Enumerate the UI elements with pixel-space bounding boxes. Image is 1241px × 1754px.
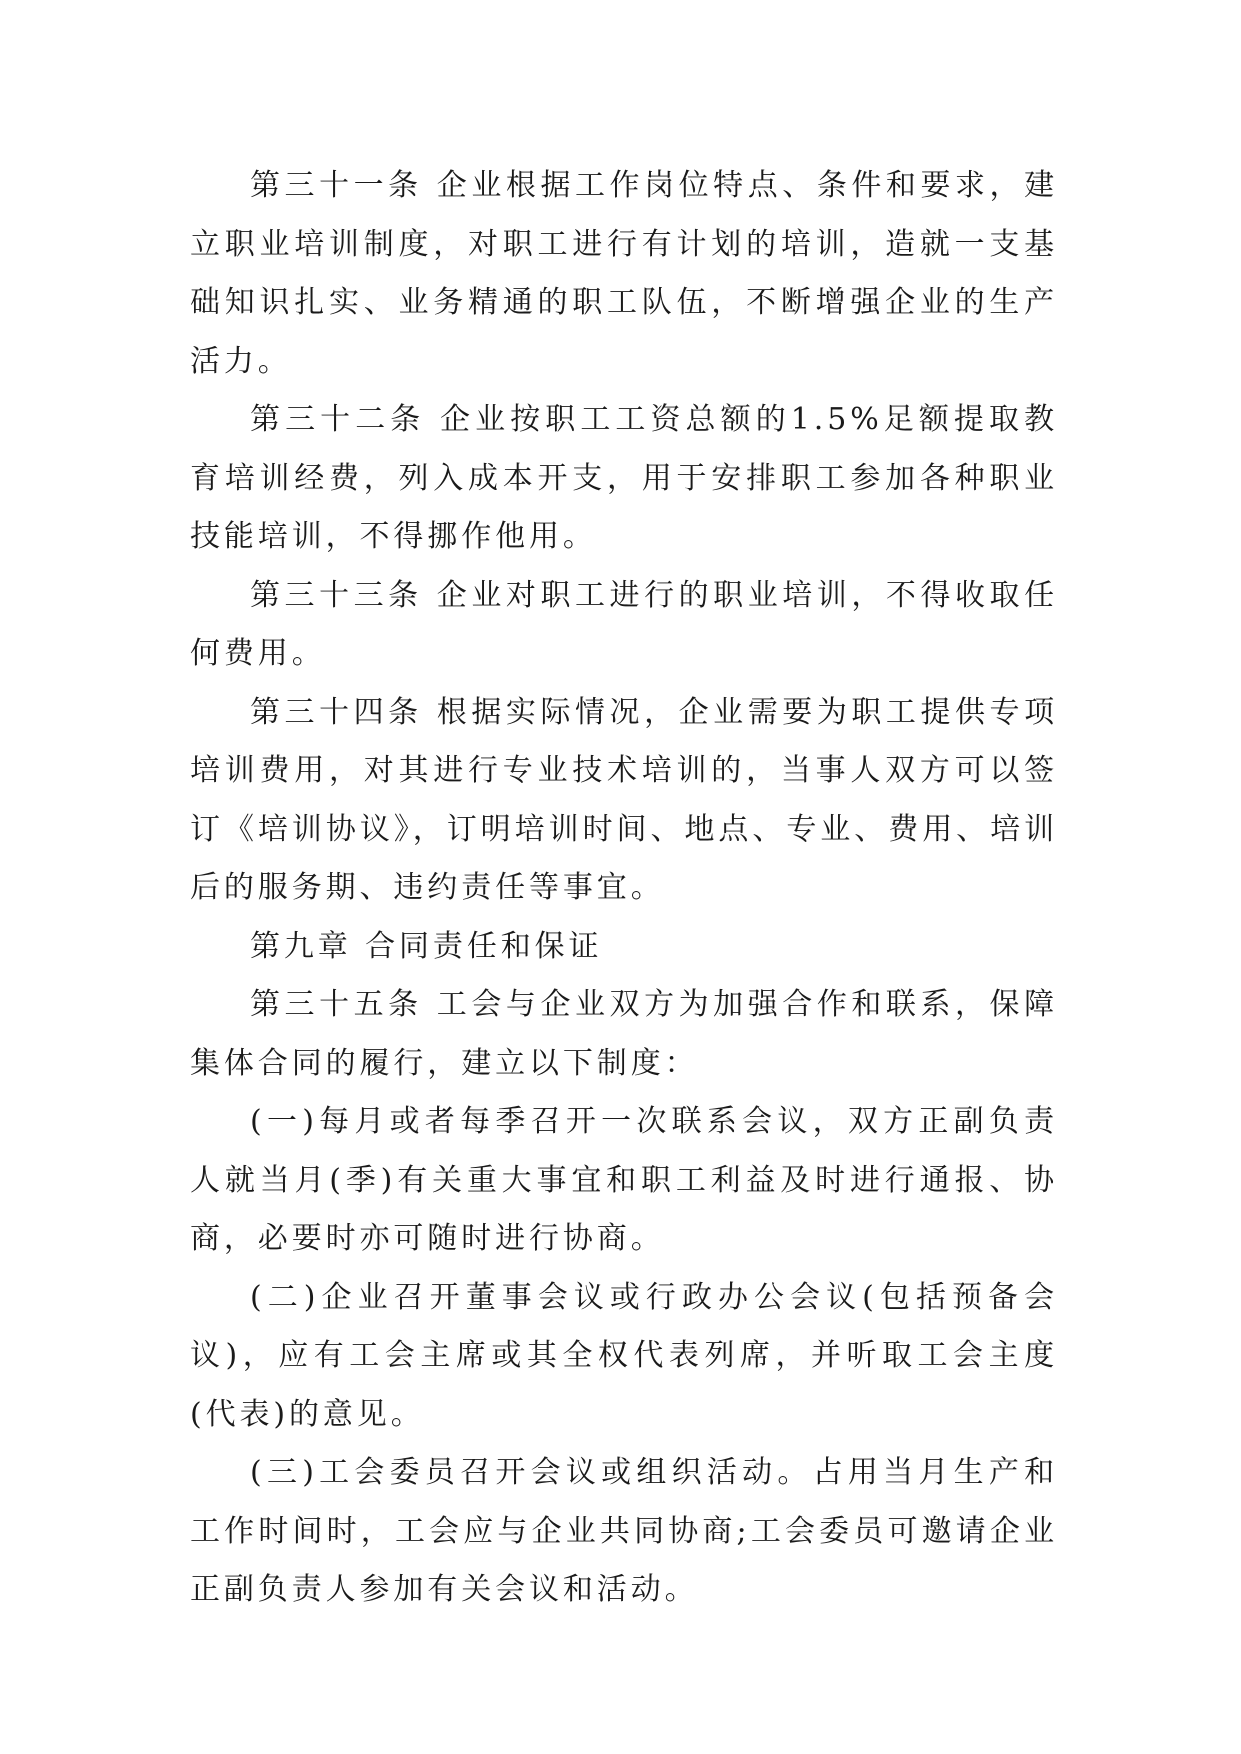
article-35-paragraph: 第三十五条 工会与企业双方为加强合作和联系，保障集体合同的履行，建立以下制度： bbox=[190, 987, 1058, 1081]
article-31-paragraph: 第三十一条 企业根据工作岗位特点、条件和要求，建立职业培训制度，对职工进行有计划的培训，造就一支基础知识扎实、业务精通的职工队伍，不断增强企业的生产活力。 bbox=[190, 168, 1058, 379]
chapter-9-heading: 第九章 合同责任和保证 bbox=[250, 928, 603, 964]
clause-2-paragraph: (二)企业召开董事会议或行政办公会议(包括预备会议)，应有工会主席或其全权代表列席，并听取工会主度(代表)的意见。 bbox=[190, 1279, 1058, 1432]
clause-1-paragraph: (一)每月或者每季召开一次联系会议，双方正副负责人就当月(季)有关重大事宜和职工利益及时进行通报、协商，必要时亦可随时进行协商。 bbox=[190, 1104, 1058, 1256]
document-body bbox=[190, 157, 1058, 1620]
article-32-paragraph: 第三十二条 企业按职工工资总额的1.5%足额提取教育培训经费，列入成本开支，用于安排职工参加各种职业技能培训，不得挪作他用。 bbox=[190, 402, 1058, 554]
clause-3-paragraph: (三)工会委员召开会议或组织活动。占用当月生产和工作时间时，工会应与企业共同协商;工会委员可邀请企业正副负责人参加有关会议和活动。 bbox=[190, 1455, 1058, 1607]
article-34-paragraph: 第三十四条 根据实际情况，企业需要为职工提供专项培训费用，对其进行专业技术培训的，当事人双方可以签订《培训协议》，订明培训时间、地点、专业、费用、培训后的服务期、违约责任等事宜。 bbox=[190, 694, 1058, 905]
article-33-paragraph: 第三十三条 企业对职工进行的职业培训，不得收取任何费用。 bbox=[190, 577, 1058, 671]
